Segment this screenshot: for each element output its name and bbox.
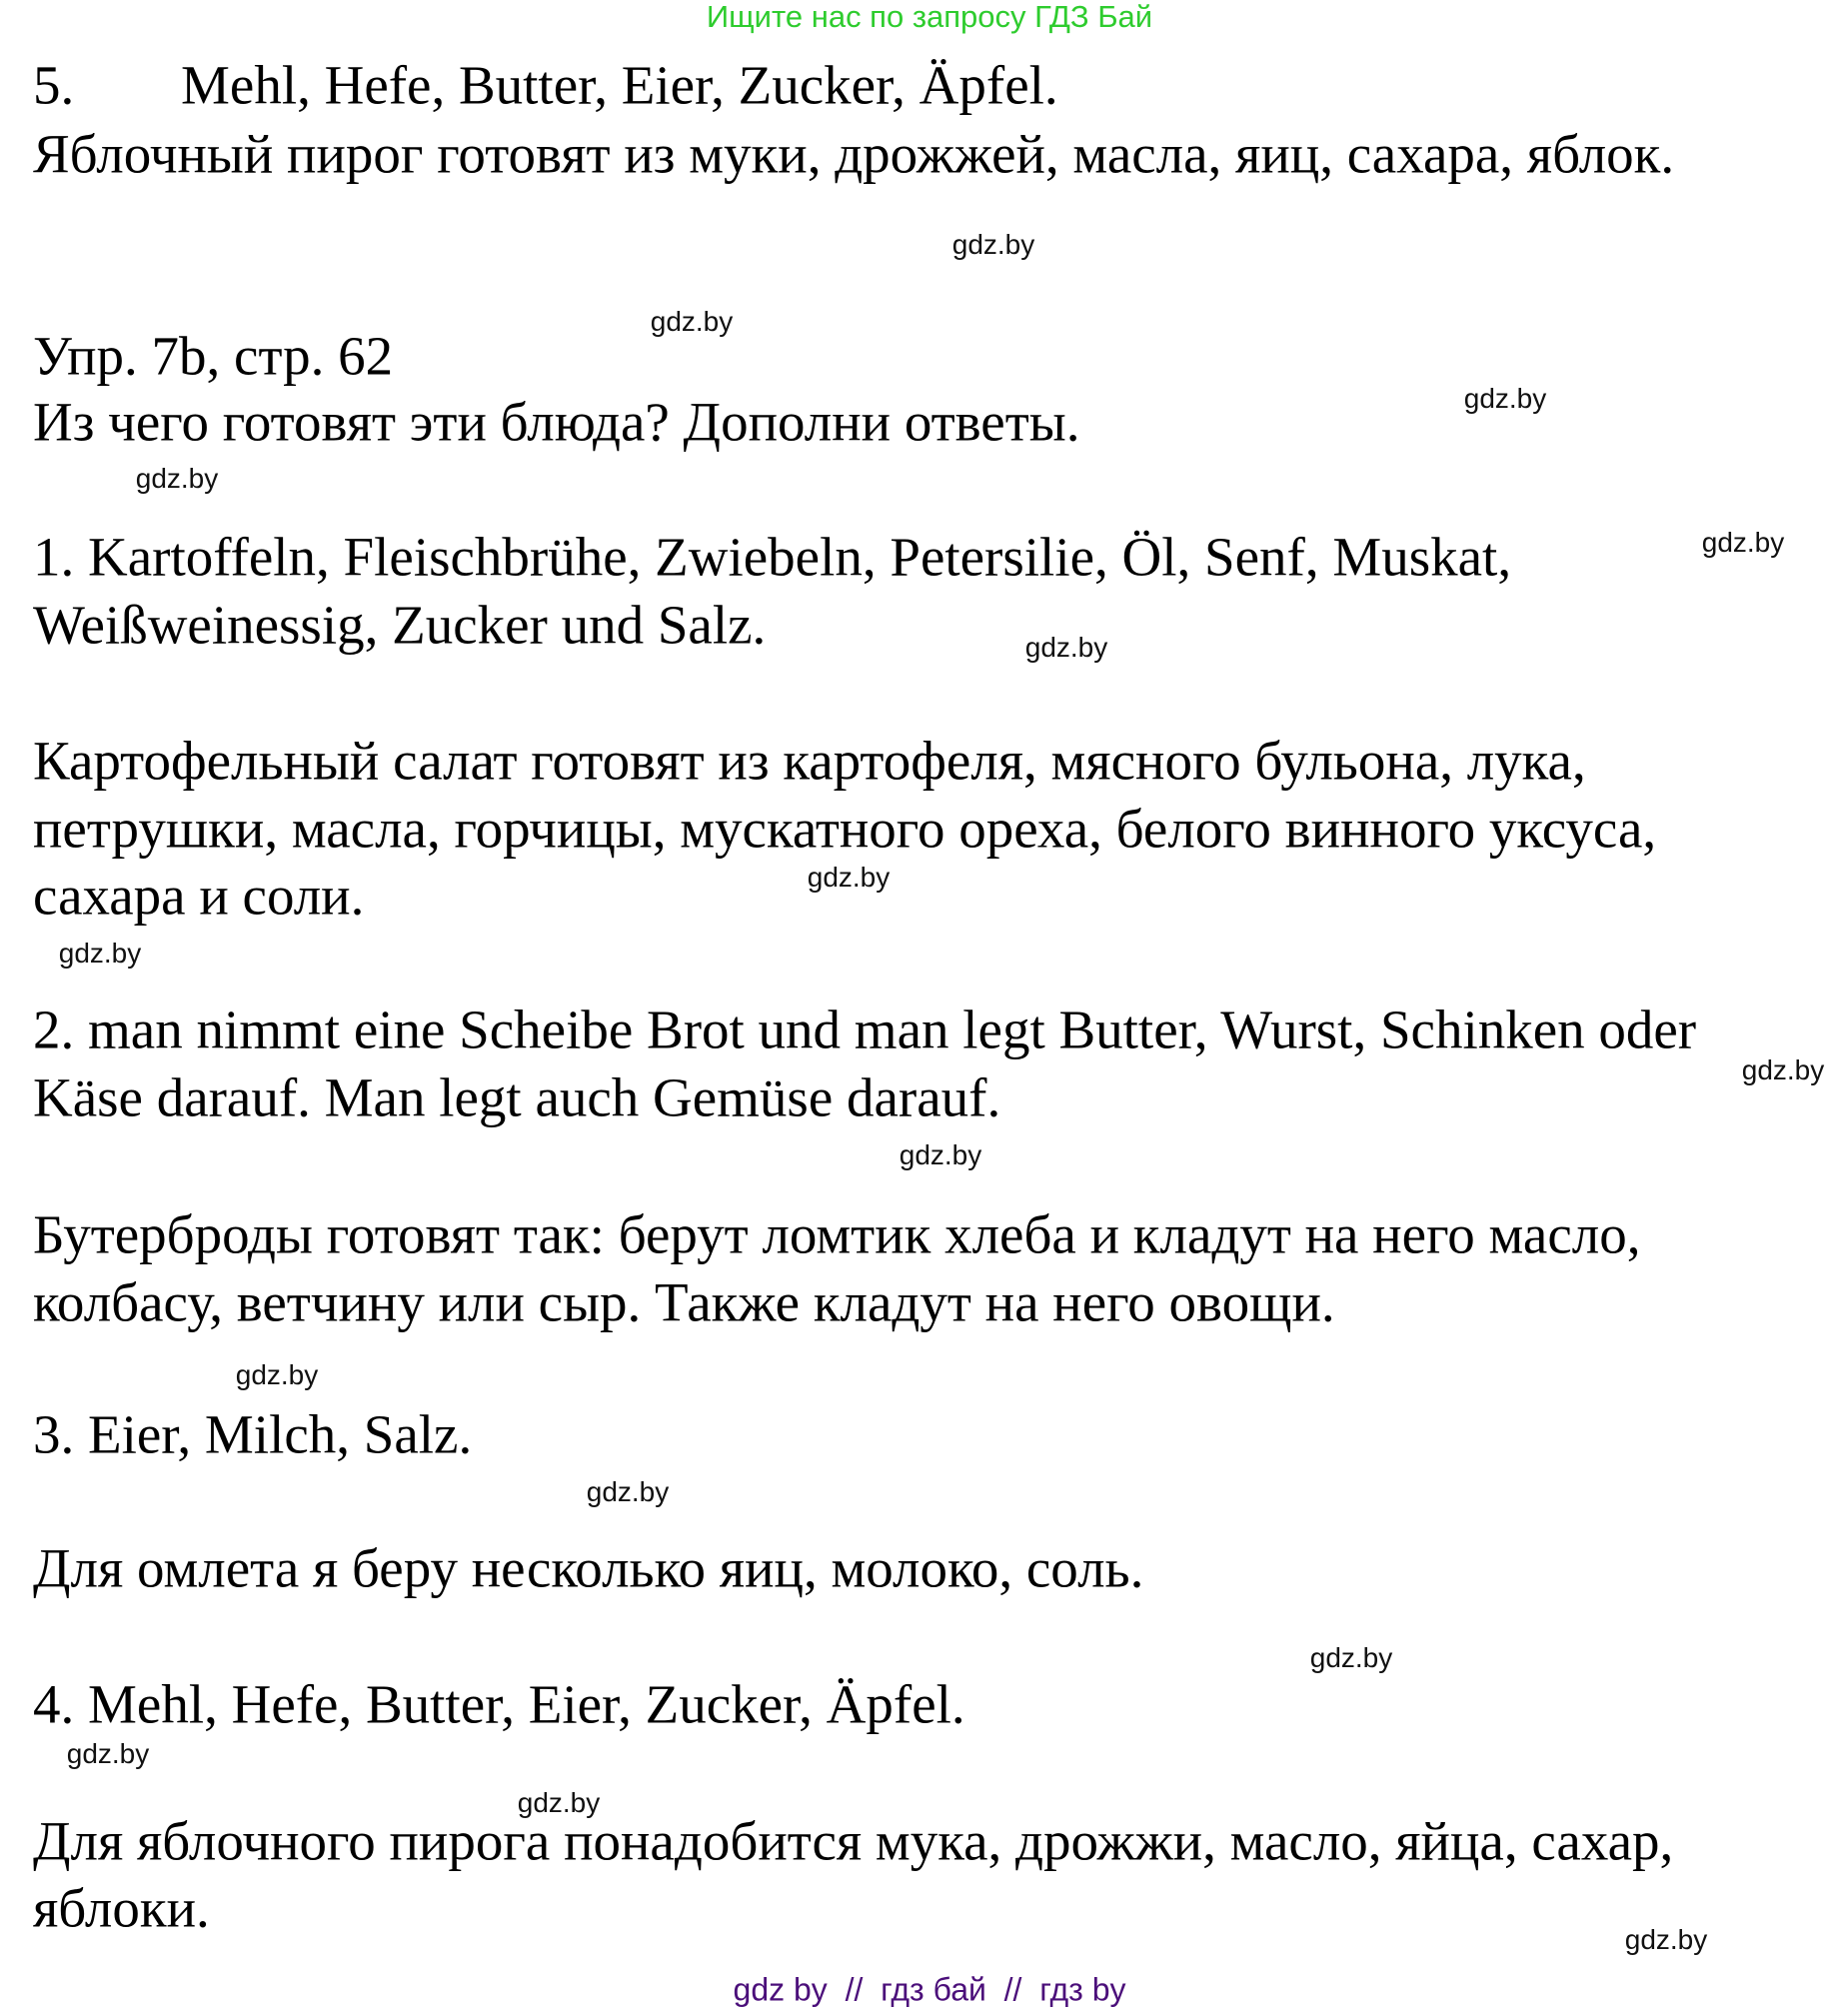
item-5-number: 5. xyxy=(33,54,75,116)
watermark: gdz.by xyxy=(951,229,1035,260)
watermark: gdz.by xyxy=(66,1738,150,1769)
watermark: gdz.by xyxy=(1701,527,1785,558)
watermark: gdz.by xyxy=(1741,1054,1825,1085)
search-banner-link[interactable]: Ищите нас по запросу ГДЗ Бай xyxy=(706,0,1153,34)
watermark: gdz.by xyxy=(899,1139,982,1170)
item-5-russian: Яблочный пирог готовят из муки, дрожжей, масла, яиц, сахара, яблок. xyxy=(33,123,1675,185)
answer-1-russian-line: сахара и соли. xyxy=(33,865,365,927)
watermark: gdz.by xyxy=(1624,1924,1708,1955)
answer-2-german-line: Käse darauf. Man legt auch Gemüse darauf. xyxy=(33,1066,1001,1128)
footer-links[interactable]: gdz by // гдз бай // гдз by xyxy=(733,1971,1126,2008)
answer-4-russian-line: Для яблочного пирога понадобится мука, дрожжи, масло, яйца, сахар, xyxy=(33,1810,1674,1872)
answer-2-german-line: 2. man nimmt eine Scheibe Brot und man legt Butter, Wurst, Schinken oder xyxy=(33,999,1697,1060)
answer-3-russian-line: Для омлета я беру несколько яиц, молоко, соль. xyxy=(33,1537,1144,1599)
watermark: gdz.by xyxy=(807,862,891,893)
answer-2-russian-line: Бутерброды готовят так: берут ломтик хлеба и кладут на него масло, xyxy=(33,1203,1641,1265)
answer-4-german-line: 4. Mehl, Hefe, Butter, Eier, Zucker, Äpfel. xyxy=(33,1673,965,1735)
answer-1-russian-line: Картофельный салат готовят из картофеля, мясного бульона, лука, xyxy=(33,730,1586,792)
exercise-task: Из чего готовят эти блюда? Дополни ответы. xyxy=(33,391,1080,453)
watermark: gdz.by xyxy=(58,938,142,969)
watermark: gdz.by xyxy=(650,306,734,337)
answer-3-german-line: 3. Eier, Milch, Salz. xyxy=(33,1403,473,1465)
answer-4-russian-line: яблоки. xyxy=(33,1877,210,1939)
watermark: gdz.by xyxy=(1463,383,1547,414)
watermark: gdz.by xyxy=(235,1359,319,1390)
answer-2-russian-line: колбасу, ветчину или сыр. Также кладут на него овощи. xyxy=(33,1271,1335,1333)
answer-1-russian-line: петрушки, масла, горчицы, мускатного ореха, белого винного уксуса, xyxy=(33,798,1657,860)
answer-1-german-line: Weißweinessig, Zucker und Salz. xyxy=(33,594,767,656)
watermark: gdz.by xyxy=(1024,632,1108,663)
item-5-german xyxy=(33,52,1058,119)
exercise-title: Упр. 7b, стр. 62 xyxy=(33,325,394,387)
watermark: gdz.by xyxy=(135,463,219,494)
item-5-german-text: Mehl, Hefe, Butter, Eier, Zucker, Äpfel. xyxy=(181,54,1058,116)
watermark: gdz.by xyxy=(1309,1642,1393,1673)
watermark: gdz.by xyxy=(517,1787,601,1818)
answer-1-german-line: 1. Kartoffeln, Fleischbrühe, Zwiebeln, Petersilie, Öl, Senf, Muskat, xyxy=(33,526,1512,588)
watermark: gdz.by xyxy=(586,1476,670,1507)
